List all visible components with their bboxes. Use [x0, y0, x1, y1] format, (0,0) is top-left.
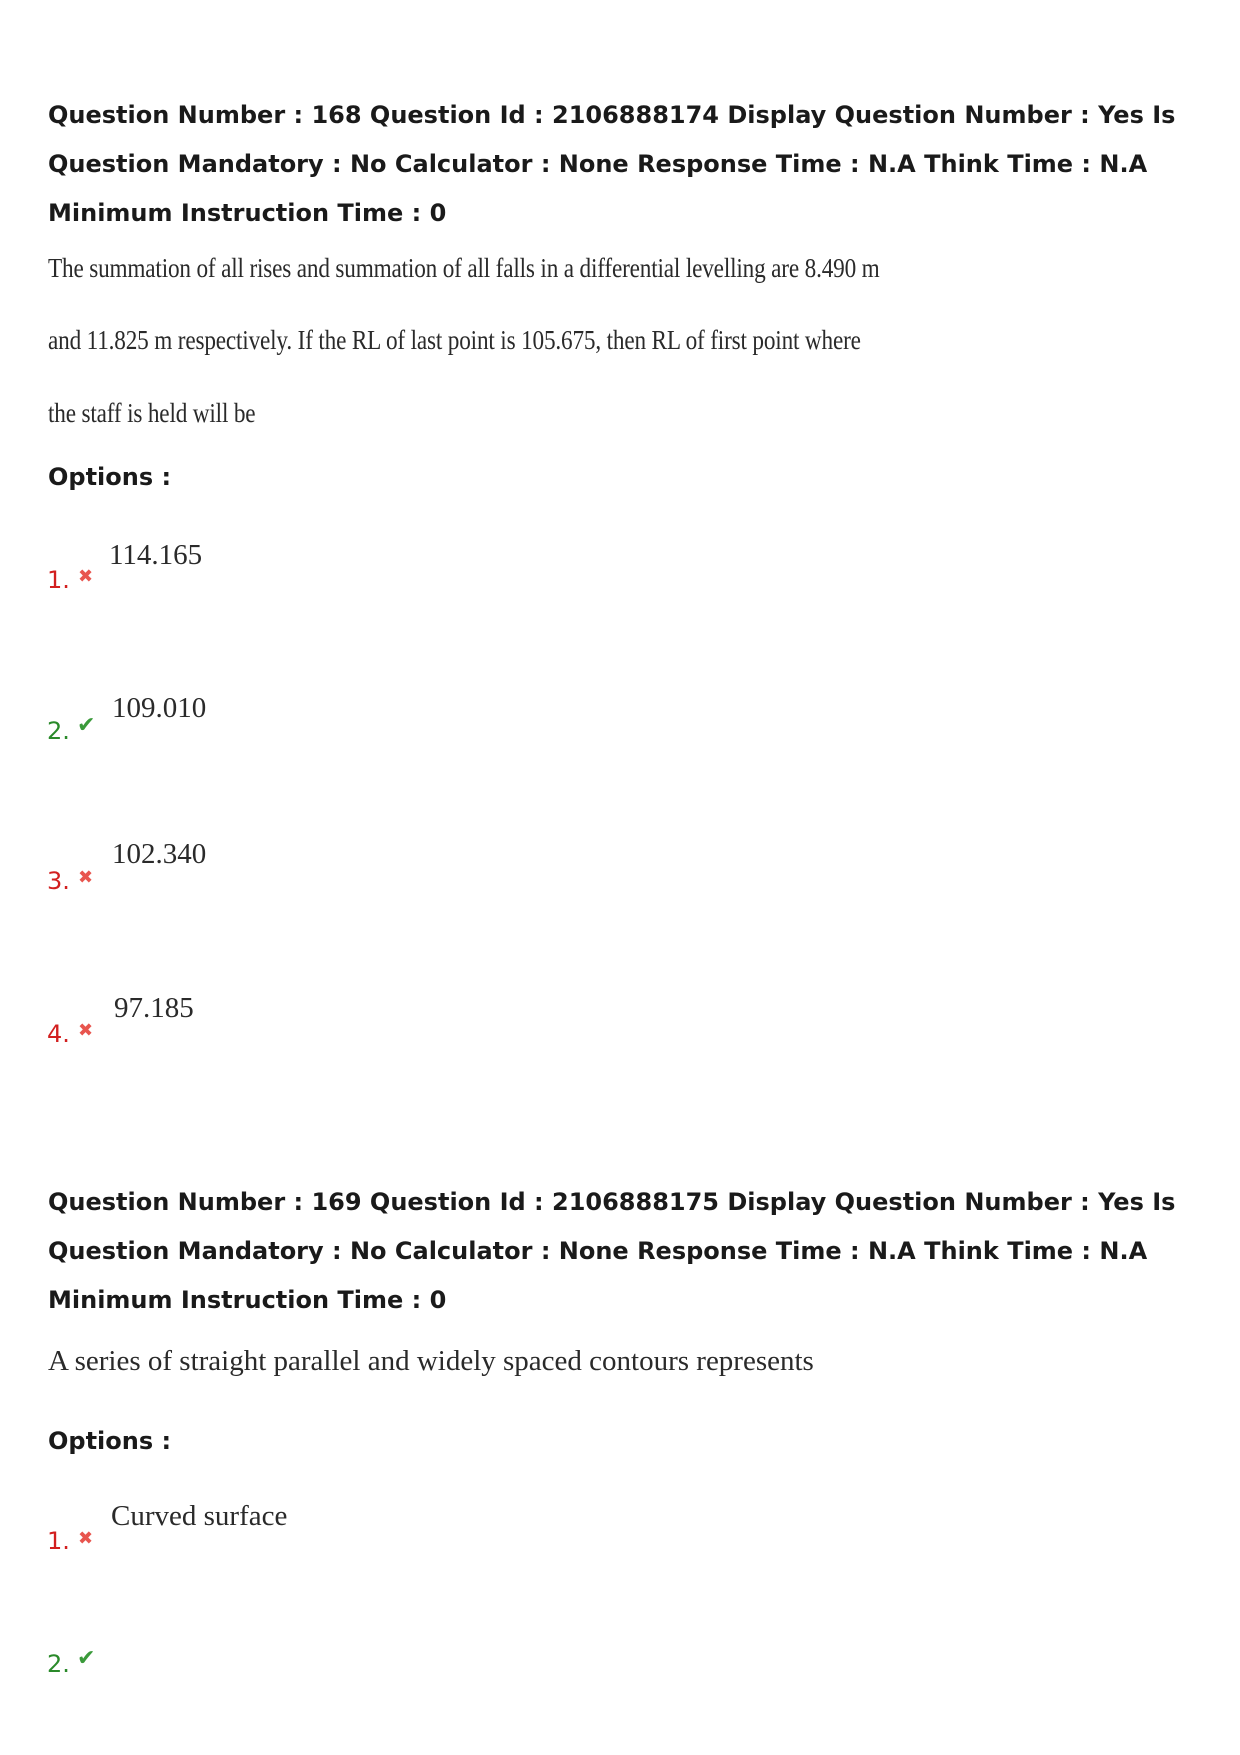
check-icon: ✔	[77, 713, 96, 738]
question-stem-line-1: A series of straight parallel and widely spaced contours represents	[48, 1345, 814, 1377]
question-meta-168: Question Number : 168 Question Id : 2106888174 Display Question Number : Yes Is Question Mandatory : No Calculator : None Response Time : N.A Think Time : N.A Minimum Instruction Time : 0	[48, 101, 1176, 227]
option-text: 102.340	[112, 838, 207, 870]
options-label: Options :	[48, 1427, 172, 1455]
options-label: Options :	[48, 463, 172, 491]
cross-icon: ✖	[78, 1528, 94, 1549]
option-text: 114.165	[109, 539, 203, 571]
option-text: 109.010	[112, 692, 207, 724]
question-meta-169: Question Number : 169 Question Id : 2106888175 Display Question Number : Yes Is Question Mandatory : No Calculator : None Response Time : N.A Think Time : N.A Minimum Instruction Time : 0	[48, 1188, 1176, 1314]
option-number: 2.	[47, 717, 70, 745]
question-stem-line-2: and 11.825 m respectively. If the RL of last point is 105.675, then RL of first point where	[48, 325, 861, 355]
cross-icon: ✖	[78, 1020, 94, 1041]
option-number: 3.	[47, 867, 70, 895]
cross-icon: ✖	[78, 566, 94, 587]
option-number: 4.	[47, 1020, 70, 1048]
option-number: 1.	[47, 566, 70, 594]
check-icon: ✔	[77, 1646, 96, 1671]
option-text: Curved surface	[111, 1500, 288, 1532]
question-stem-line-3: the staff is held will be	[48, 398, 256, 428]
option-number: 2.	[47, 1650, 70, 1678]
cross-icon: ✖	[78, 867, 94, 888]
option-number: 1.	[47, 1527, 70, 1555]
question-stem-line-1: The summation of all rises and summation of all falls in a differential levelling are 8.490 m	[48, 253, 880, 283]
option-text: 97.185	[114, 992, 194, 1024]
